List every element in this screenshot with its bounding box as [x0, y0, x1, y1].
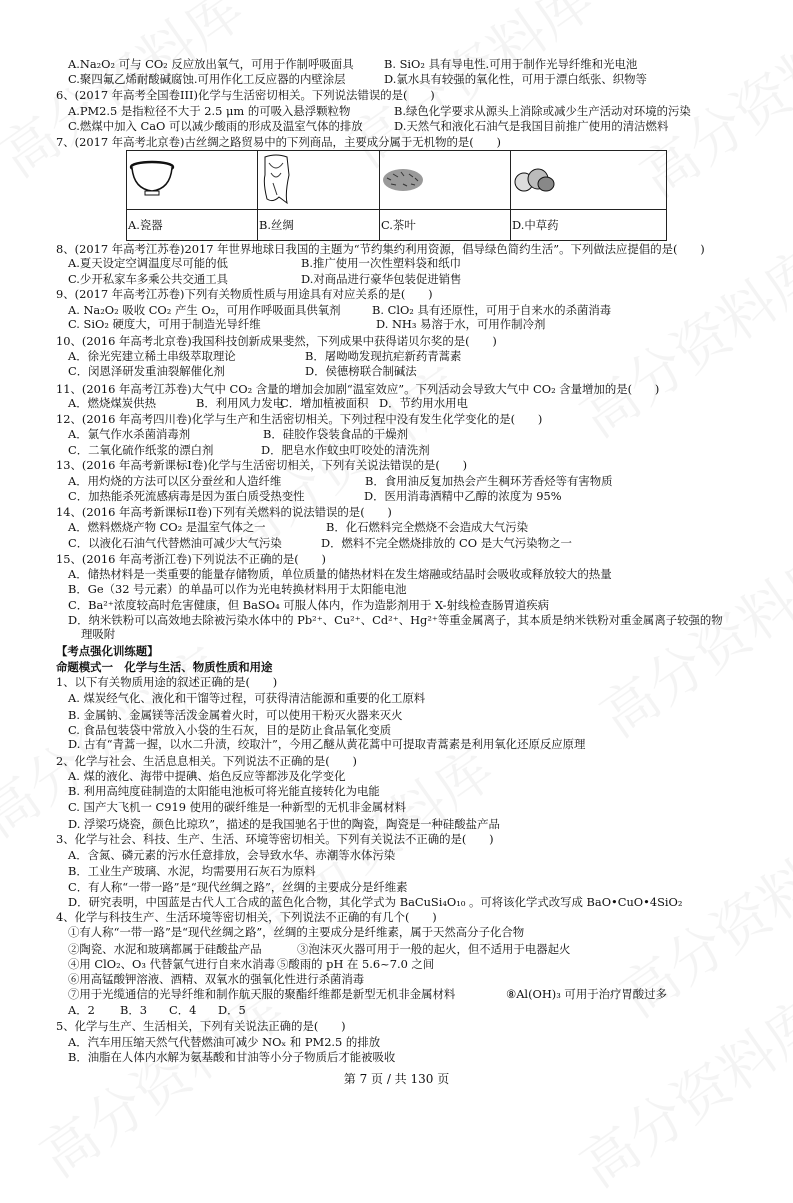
line-text: ①有人称“一带一路”是“现代丝绸之路”，丝绸的主要成分是纤维素，属于天然高分子化合物 [68, 925, 525, 939]
answer-option: C．以液化石油气代替燃油可减少大气污染 [68, 536, 282, 550]
answer-option: B．利用风力发电 [196, 396, 285, 410]
answer-option: C．二氧化硫作纸浆的漂白剂 [68, 443, 214, 457]
line-text: B．Ge（32 号元素）的单晶可以作为光电转换材料用于太阳能电池 [68, 582, 407, 596]
answer-option: D．肥皂水作蚊虫叮咬处的清洗剂 [261, 443, 430, 457]
line-text: 3、化学与社会、科技、生产、生活、环境等密切相关。下列有关说法不正确的是( ) [56, 832, 494, 846]
answer-option: ⑤酸雨的 pH 在 5.6~7.0 之间 [277, 957, 435, 971]
line-text: 1、以下有关物质用途的叙述正确的是( ) [56, 675, 278, 689]
answer-option: A.夏天设定空调温度尽可能的低 [68, 256, 228, 270]
answer-option: D．节约用水用电 [379, 396, 468, 410]
tea-leaves-icon [381, 164, 425, 194]
answer-option: A．2 [68, 1003, 95, 1017]
line-text: 10、(2016 年高考北京卷)我国科技创新成果斐然，下列成果中获得诺贝尔奖的是( ) [56, 334, 497, 348]
line-text: C．有人称“一带一路”是“现代丝绸之路”，丝绸的主要成分是纤维素 [68, 880, 408, 894]
line-text: 8、(2017 年高考江苏卷)2017 年世界地球日我国的主题为“节约集约利用资源，倡导绿色简约生活”。下列做法应提倡的是( ) [56, 242, 705, 256]
answer-option: B．3 [120, 1003, 148, 1017]
answer-option: C. SiO₂ 硬度大，可用于制造光导纤维 [68, 317, 261, 331]
line-text: B．油脂在人体内水解为氨基酸和甘油等小分子物质后才能被吸收 [68, 1050, 396, 1064]
answer-option: A. Na₂O₂ 吸收 CO₂ 产生 O₂，可用作呼吸面具供氧剂 [68, 303, 341, 317]
answer-option: C．增加植被面积 [280, 396, 369, 410]
answer-option: B．屠呦呦发现抗疟新药青蒿素 [305, 349, 462, 363]
line-text: A．含氮、磷元素的污水任意排放，会导致水华、赤潮等水体污染 [68, 848, 396, 862]
watermark [562, 227, 793, 453]
answer-option: D．侯德榜联合制碱法 [305, 364, 417, 378]
answer-option: ③泡沫灭火器可用于一般的起火，但不适用于电器起火 [297, 942, 571, 956]
option-b-image-cell [258, 151, 380, 210]
answer-option: D．5 [218, 1003, 246, 1017]
herbal-medicine-icon [512, 164, 556, 194]
line-text: 9、(2017 年高考江苏卷)下列有关物质性质与用途具有对应关系的是( ) [56, 287, 433, 301]
answer-option: C.聚四氟乙烯耐酸碱腐蚀.可用作化工反应器的内壁涂层 [68, 72, 346, 86]
answer-option: A．用灼烧的方法可以区分蚕丝和人造纤维 [68, 474, 282, 488]
answer-option: B．化石燃料完全燃烧不会造成大气污染 [326, 520, 529, 534]
answer-option: C.少开私家车多乘公共交通工具 [68, 272, 229, 286]
answer-option: D．燃料不完全燃烧排放的 CO 是大气污染物之一 [321, 536, 572, 550]
line-text: A．储热材料是一类重要的能量存储物质，单位质量的储热材料在发生熔融或结晶时会吸收或释放较大的热量 [68, 567, 612, 581]
line-text: D. 浮梁巧烧瓷，颜色比琼玖”，描述的是我国驰名于世的陶瓷，陶瓷是一种硅酸盐产品 [68, 817, 500, 831]
porcelain-bowl-icon [128, 159, 176, 199]
answer-option: C.燃煤中加入 CaO 可以减少酸雨的形成及温室气体的排放 [68, 119, 363, 133]
answer-option: A.Na₂O₂ 可与 CO₂ 反应放出氧气，可用于作制呼吸面具 [68, 57, 354, 71]
line-text: 2、化学与社会、生活息息相关。下列说法不正确的是( ) [56, 754, 357, 768]
answer-option: D.天然气和液化石油气是我国目前推广使用的清洁燃料 [394, 119, 669, 133]
answer-option: A．氯气作水杀菌消毒剂 [68, 427, 191, 441]
answer-option: A．燃料燃烧产物 CO₂ 是温室气体之一 [68, 520, 266, 534]
option-a-image-cell [127, 151, 258, 210]
page-footer: 第 7 页 / 共 130 页 [343, 1072, 450, 1086]
answer-option: A．徐光宪建立稀土串级萃取理论 [68, 349, 236, 363]
line-text: C. 食品包装袋中常放入小袋的生石灰，目的是防止食品氧化变质 [68, 723, 392, 737]
answer-option: ⑦用于光缆通信的光导纤维和制作航天服的聚酯纤维都是新型无机非金属材料 [68, 987, 456, 1001]
answer-option: C．4 [169, 1003, 197, 1017]
line-text: C．Ba²⁺浓度较高时危害健康，但 BaSO₄ 可服人体内，作为造影剂用于 X-射线检查肠胃道疾病 [68, 598, 550, 612]
answer-option: D．医用消毒酒精中乙醇的浓度为 95% [364, 489, 562, 503]
line-text: 14、(2016 年高考新课标II卷)下列有关燃料的说法错误的是( ) [56, 505, 392, 519]
line-text: 6、(2017 年高考全国卷III)化学与生活密切相关。下列说法错误的是( ) [56, 88, 435, 102]
line-text: 理吸附 [81, 627, 116, 641]
answer-option: D.对商品进行豪华包装促进销售 [301, 272, 462, 286]
option-b-label: B.丝绸 [258, 210, 380, 241]
option-a-label: A.瓷器 [127, 210, 258, 241]
answer-option: A.PM2.5 是指粒径不大于 2.5 μm 的可吸入悬浮颗粒物 [68, 104, 351, 118]
watermark [582, 527, 793, 753]
answer-option: D. NH₃ 易溶于水，可用作制冷剂 [376, 317, 546, 331]
option-c-label: C.茶叶 [380, 210, 511, 241]
answer-option: D.氯水具有较强的氧化性，可用于漂白纸张、织物等 [384, 72, 647, 86]
line-text: 12、(2016 年高考四川卷)化学与生产和生活密切相关。下列过程中没有发生化学变化的是( ) [56, 412, 543, 426]
answer-option: ④用 ClO₂、O₃ 代替氯气进行自来水消毒 [68, 957, 275, 971]
answer-option: B. ClO₂ 具有还原性，可用于自来水的杀菌消毒 [372, 303, 612, 317]
line-text: 11、(2016 年高考江苏卷)大气中 CO₂ 含量的增加会加剧“温室效应”。下列活动会导致大气中 CO₂ 含量增加的是( ) [56, 382, 660, 396]
line-text: B．工业生产玻璃、水泥，均需要用石灰石为原料 [68, 864, 316, 878]
watermark [562, 977, 793, 1203]
line-text: B. 利用高纯度硅制造的太阳能电池板可将光能直接转化为电能 [68, 784, 380, 798]
answer-option: C．闵恩泽研发重油裂解催化剂 [68, 364, 225, 378]
question-7-options-table [126, 150, 667, 241]
answer-option: A．燃烧煤炭供热 [68, 396, 156, 410]
line-text: D．研究表明，中国蓝是古代人工合成的蓝色化合物，其化学式为 BaCuSi₄O₁₀ 。可将该化学式改写成 BaO•CuO•4SiO₂ [68, 895, 683, 909]
line-text: ⑥用高锰酸钾溶液、酒精、双氧水的强氧化性进行杀菌消毒 [68, 972, 365, 986]
answer-option: B.绿色化学要求从源头上消除或减少生产活动对环境的污染 [394, 104, 691, 118]
line-text: D. 古有“青蒿一握，以水二升渍，绞取汁”，今用乙醚从黄花蒿中可提取青蒿素是利用氧化还原反应原理 [68, 737, 586, 751]
line-text: 15、(2016 年高考浙江卷)下列说法不正确的是( ) [56, 552, 326, 566]
line-text: C. 国产大飞机一 C919 使用的碳纤维是一种新型的无机非金属材料 [68, 800, 407, 814]
line-text: 【考点强化训练题】 [56, 644, 159, 658]
answer-option: B.推广使用一次性塑料袋和纸巾 [301, 256, 462, 270]
line-text: 7、(2017 年高考北京卷)古丝绸之路贸易中的下列商品，主要成分属于无机物的是( ) [56, 135, 501, 149]
silk-cloth-icon [259, 153, 293, 205]
line-text: D．纳米铁粉可以高效地去除被污染水体中的 Pb²⁺、Cu²⁺、Cd²⁺、Hg²⁺等重金属离子，其本质是纳米铁粉对重金属离子较强的物 [68, 613, 723, 627]
line-text: A. 煤炭经气化、液化和干馏等过程，可获得清洁能源和重要的化工原料 [68, 691, 426, 705]
line-text: 13、(2016 年高考新课标I卷)化学与生活密切相关，下列有关说法错误的是( ) [56, 458, 468, 472]
answer-option: B．食用油反复加热会产生稠环芳香烃等有害物质 [365, 474, 613, 488]
answer-option: ⑧Al(OH)₃ 可用于治疗胃酸过多 [506, 987, 667, 1001]
option-d-image-cell [511, 151, 667, 210]
answer-option: ②陶瓷、水泥和玻璃都属于硅酸盐产品 [68, 942, 262, 956]
line-text: A. 煤的液化、海带中提碘、焰色反应等都涉及化学变化 [68, 769, 346, 783]
answer-option: B. SiO₂ 具有导电性.可用于制作光导纤维和光电池 [384, 57, 638, 71]
option-c-image-cell [380, 151, 511, 210]
option-d-label: D.中草药 [511, 210, 667, 241]
line-text: 5、化学与生产、生活相关，下列有关说法正确的是( ) [56, 1019, 346, 1033]
answer-option: C．加热能杀死流感病毒是因为蛋白质受热变性 [68, 489, 305, 503]
line-text: B. 金属钠、金属镁等活泼金属着火时，可以使用干粉灭火器来灭火 [68, 708, 403, 722]
line-text: 4、化学与科技生产、生活环境等密切相关，下列说法不正确的有几个( ) [56, 910, 437, 924]
answer-option: B．硅胶作袋装食品的干燥剂 [263, 427, 409, 441]
line-text: A．汽车用压缩天然气代替燃油可减少 NOₓ 和 PM2.5 的排放 [68, 1035, 381, 1049]
line-text: 命题模式一 化学与生活、物质性质和用途 [56, 660, 273, 674]
